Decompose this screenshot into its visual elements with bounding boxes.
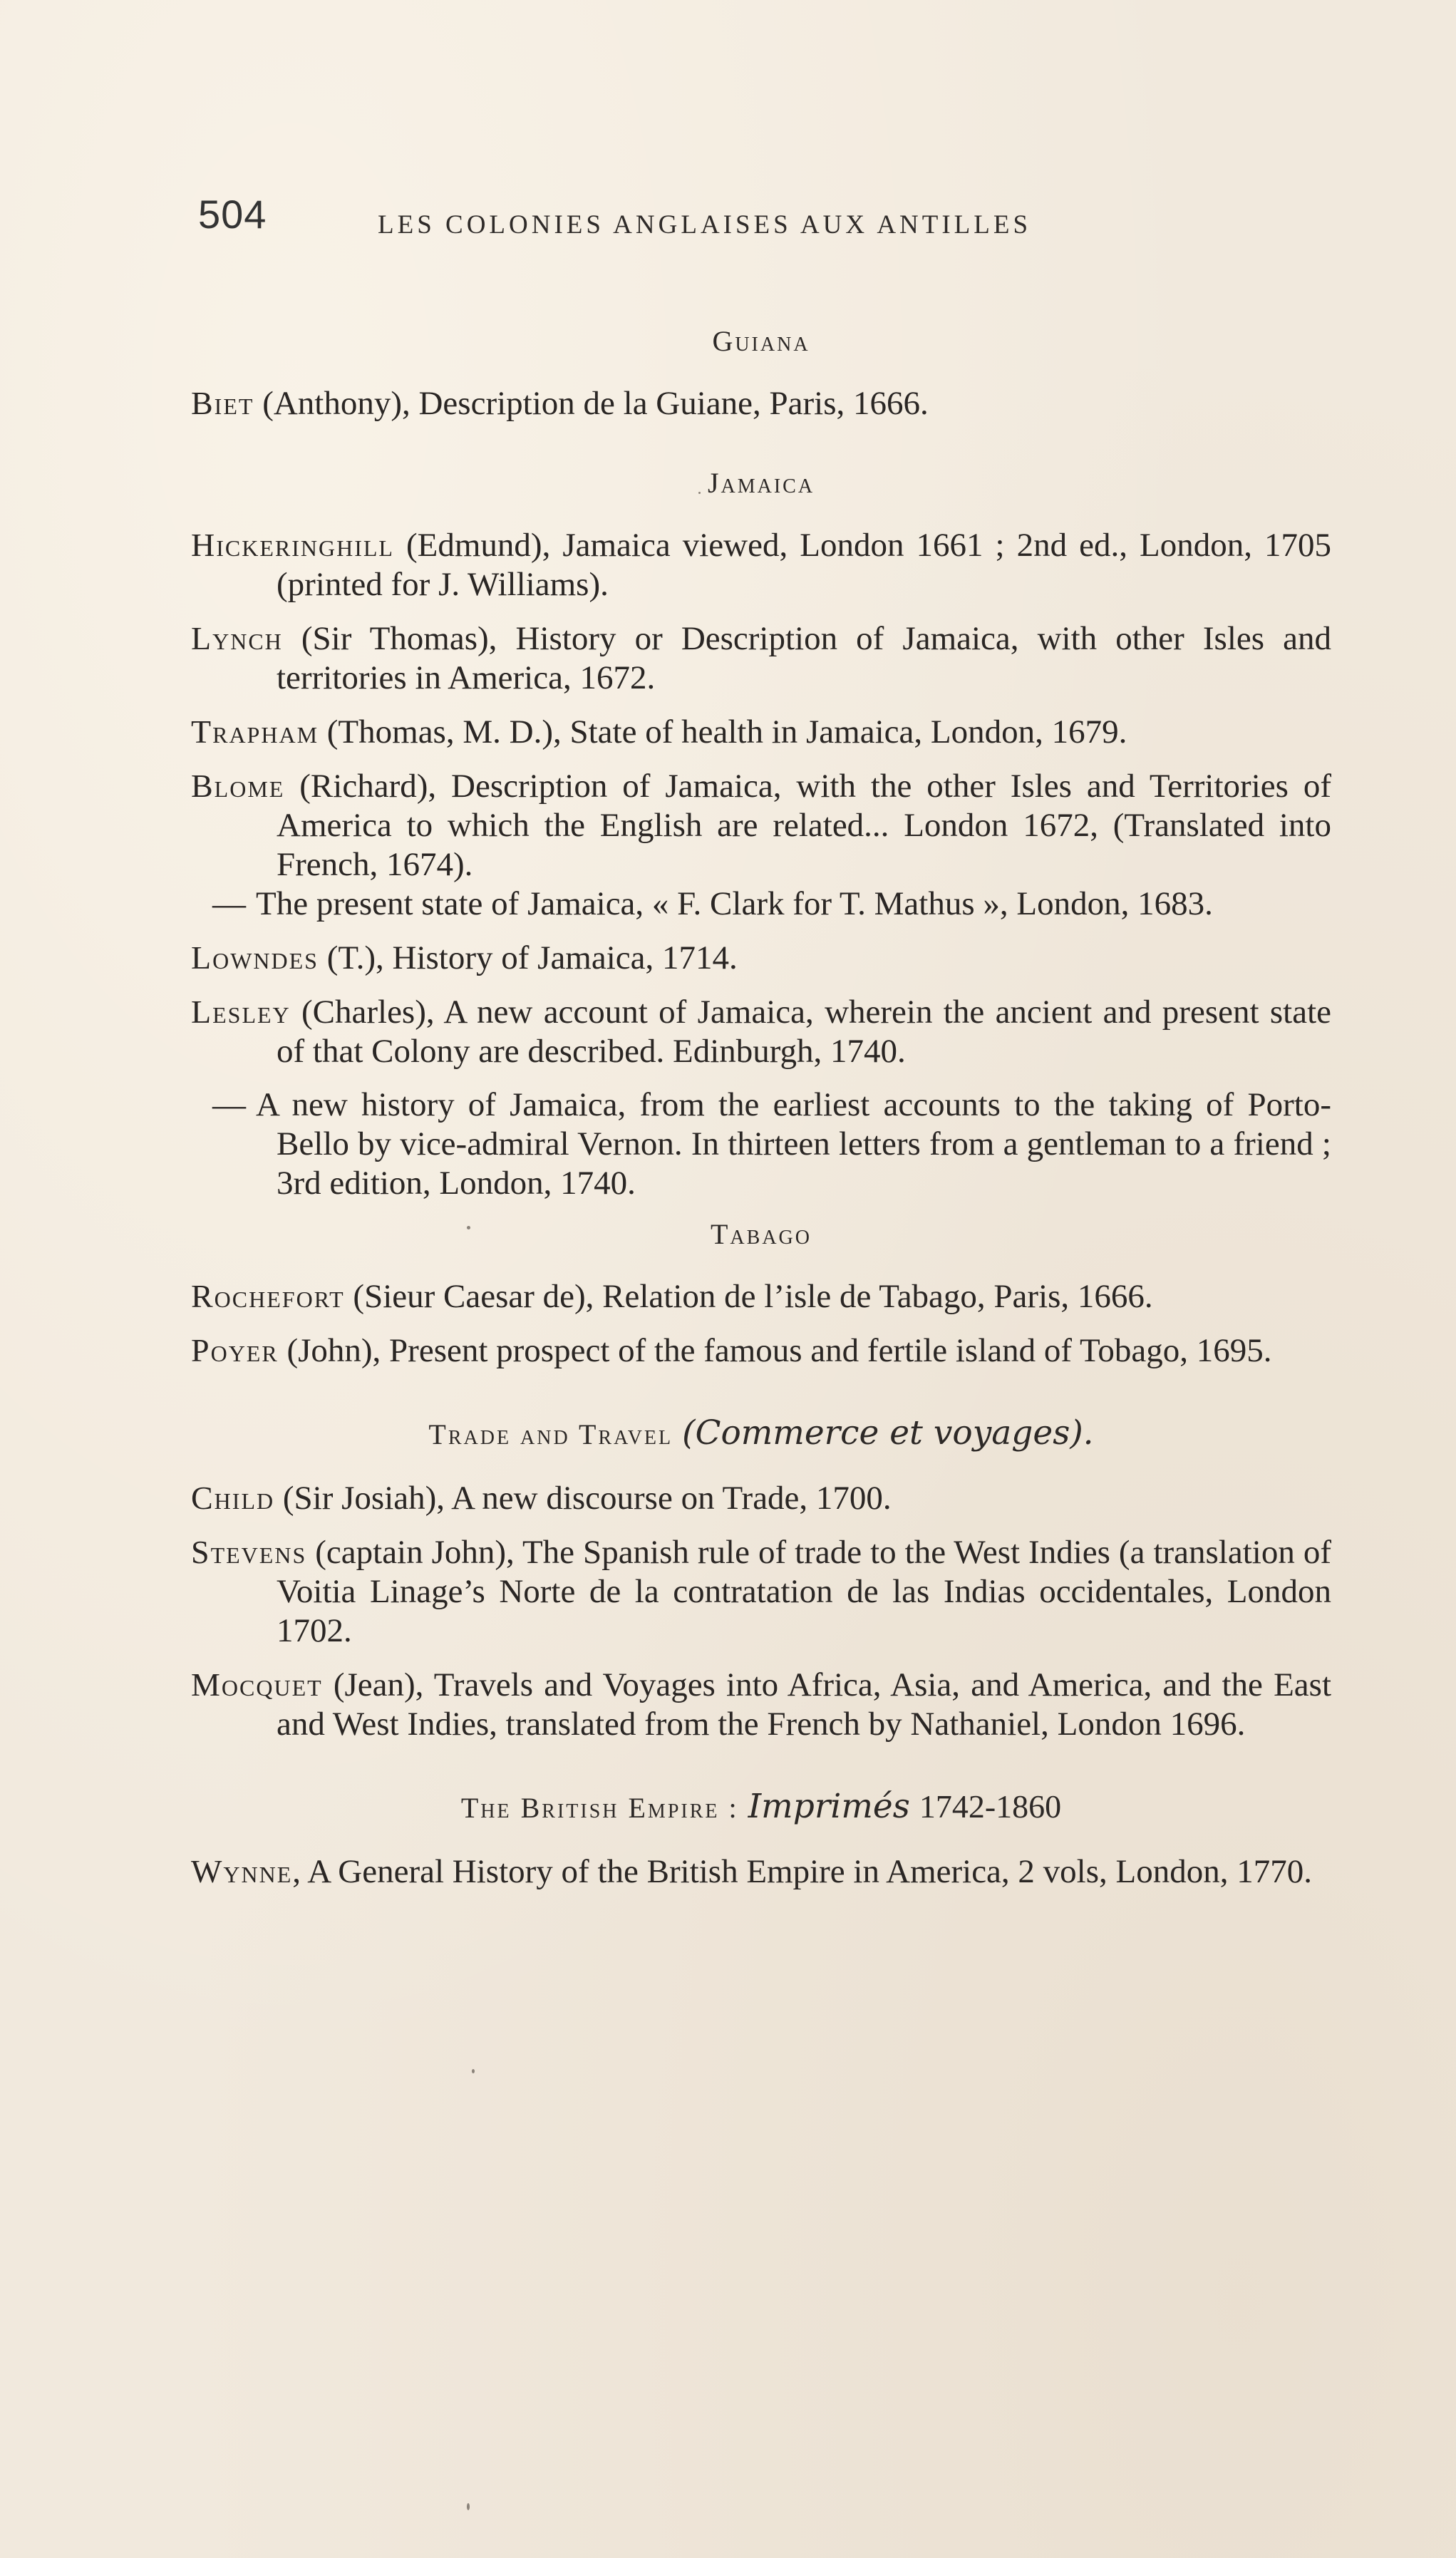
entry-text: (Edmund), Jamaica viewed, London 1661 ; 2nd ed., London, 1705 (printed for J. Williams). bbox=[277, 527, 1331, 603]
entry-author: Poyer bbox=[191, 1332, 279, 1368]
running-title: LES COLONIES ANGLAISES AUX ANTILLES bbox=[378, 210, 1032, 239]
entry-mocquet bbox=[191, 1665, 1331, 1744]
entry-text: (T.), History of Jamaica, 1714. bbox=[318, 939, 738, 976]
entry-blome-continuation bbox=[191, 885, 1331, 924]
entry-text: The present state of Jamaica, « F. Clark for T. Mathus », London, 1683. bbox=[256, 885, 1213, 922]
entry-author: Hickeringhill bbox=[191, 527, 394, 563]
entry-author: Rochefort bbox=[191, 1278, 345, 1314]
section-heading-british-empire bbox=[191, 1787, 1331, 1826]
entry-biet bbox=[191, 383, 1331, 423]
entry-poyer bbox=[191, 1331, 1331, 1371]
entry-text: (Charles), A new account of Jamaica, wherein the ancient and present state of that Colony are described. Edinburgh, 1740. bbox=[277, 994, 1331, 1070]
heading-main: Trade and Travel bbox=[428, 1418, 673, 1450]
heading-main: The British Empire : bbox=[460, 1792, 739, 1824]
entry-wynne bbox=[191, 1852, 1331, 1892]
entry-text: (captain John), The Spanish rule of trade to the West Indies (a translation of Voitia Linage’s Norte de la contratation de las Indias occidentales, London 1702. bbox=[277, 1534, 1331, 1649]
entry-text: (Thomas, M. D.), State of health in Jamaica, London, 1679. bbox=[319, 713, 1127, 751]
entry-text: (Anthony), Description de la Guiane, Paris, 1666. bbox=[254, 385, 929, 422]
entry-child bbox=[191, 1478, 1331, 1518]
entry-text: (Jean), Travels and Voyages into Africa, Asia, and America, and the East and West Indies, translated from the French by Nathaniel, London 1696. bbox=[277, 1666, 1331, 1743]
entry-author: Mocquet bbox=[191, 1666, 323, 1703]
section-heading-guiana: Guiana bbox=[712, 325, 810, 357]
entry-author: Stevens bbox=[191, 1534, 307, 1570]
entry-rochefort bbox=[191, 1277, 1331, 1316]
section-heading-tabago: Tabago bbox=[711, 1218, 812, 1250]
entry-stevens bbox=[191, 1532, 1331, 1651]
entry-lesley-continuation bbox=[191, 1085, 1331, 1203]
entry-hickeringhill bbox=[191, 525, 1331, 604]
heading-dates: 1742-1860 bbox=[919, 1788, 1062, 1825]
paper-speck bbox=[472, 2069, 475, 2073]
page-number: 504 bbox=[198, 192, 267, 237]
running-head bbox=[198, 191, 1374, 241]
entry-trapham bbox=[191, 712, 1331, 752]
entry-text: , A General History of the British Empire in America, 2 vols, London, 1770. bbox=[292, 1853, 1312, 1890]
entry-author: Blome bbox=[191, 768, 285, 804]
entry-text: A new history of Jamaica, from the earliest accounts to the taking of Porto-Bello by vice-admiral Vernon. In thirteen letters from a gentleman to a friend ; 3rd edition, London, 1740. bbox=[256, 1086, 1331, 1202]
entry-text: (Sieur Caesar de), Relation de l’isle de Tabago, Paris, 1666. bbox=[344, 1278, 1153, 1315]
paper-speck bbox=[467, 1226, 470, 1229]
section-heading-jamaica: Jamaica bbox=[707, 467, 815, 499]
entry-text: (John), Present prospect of the famous and fertile island of Tobago, 1695. bbox=[278, 1332, 1272, 1369]
entry-text: (Richard), Description of Jamaica, with the other Isles and Territories of America to which the English are related... London 1672, (Translated into French, 1674). bbox=[277, 768, 1331, 883]
entry-author: Biet bbox=[191, 385, 254, 421]
entry-text: (Sir Thomas), History or Description of Jamaica, with other Isles and territories in America, 1672. bbox=[277, 620, 1331, 696]
entry-author: Lynch bbox=[191, 620, 283, 656]
ditto-dash: — bbox=[212, 885, 246, 922]
paper-speck bbox=[467, 2503, 470, 2510]
ditto-dash: — bbox=[212, 1086, 246, 1123]
section-heading-trade bbox=[191, 1413, 1331, 1453]
bibliography-content bbox=[191, 324, 1331, 1892]
entry-lowndes bbox=[191, 938, 1331, 978]
entry-author: Wynne bbox=[191, 1853, 293, 1889]
entry-text: (Sir Josiah), A new discourse on Trade, 1700. bbox=[274, 1480, 892, 1517]
paper-speck bbox=[698, 492, 701, 494]
heading-italic: (Commerce et voyages). bbox=[682, 1413, 1094, 1453]
entry-author: Child bbox=[191, 1480, 275, 1516]
entry-author: Lowndes bbox=[191, 939, 319, 976]
entry-blome bbox=[191, 766, 1331, 885]
entry-author: Lesley bbox=[191, 994, 291, 1030]
heading-italic: Imprimés bbox=[748, 1787, 910, 1826]
entry-lynch bbox=[191, 619, 1331, 698]
entry-author: Trapham bbox=[191, 713, 319, 750]
entry-lesley bbox=[191, 992, 1331, 1071]
